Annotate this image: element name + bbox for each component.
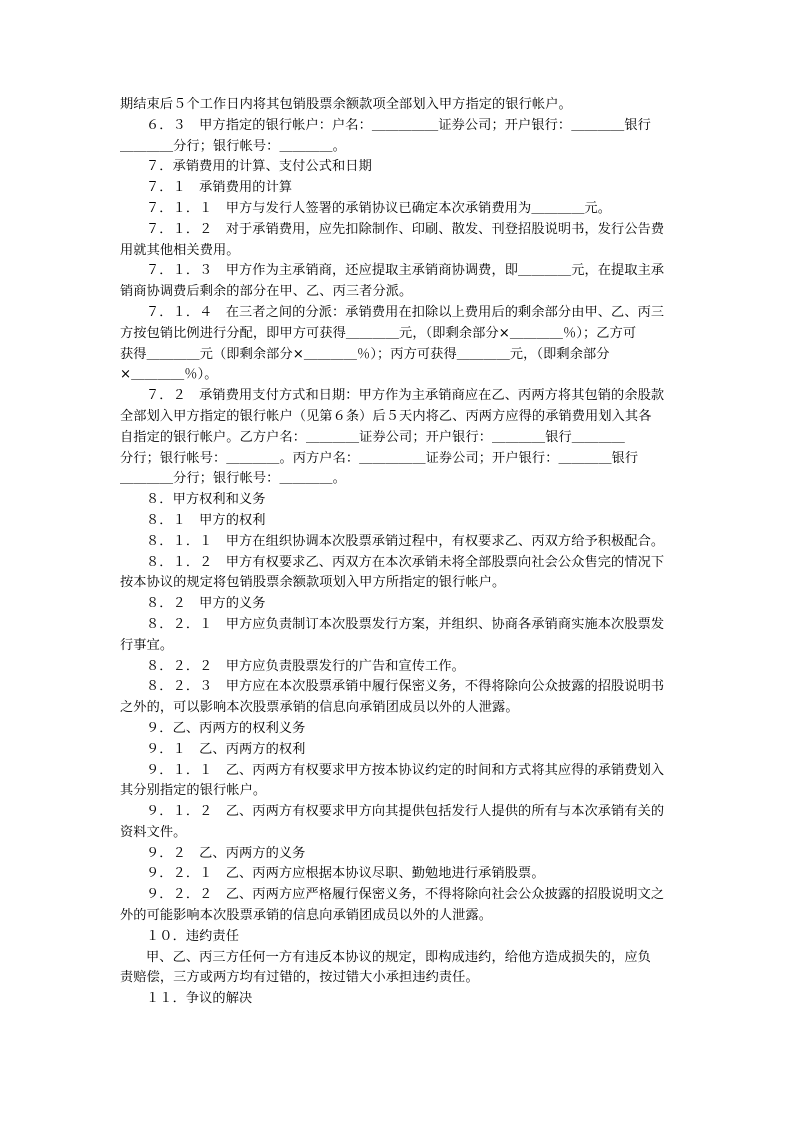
- text-line: ９．２．２ 乙、丙两方应严格履行保密义务，不得将除向社会公众披露的招股说明文之: [146, 887, 665, 903]
- text-line: １１．争议的解决: [146, 991, 253, 1007]
- text-line: ９．１ 乙、丙两方的权利: [146, 741, 306, 757]
- text-line: 全部划入甲方指定的银行帐户（见第６条）后５天内将乙、丙两方应得的承销费用划入其各: [120, 408, 652, 424]
- text-line: ９．２．１ 乙、丙两方应根据本协议尽职、勤勉地进行承销股票。: [146, 866, 545, 882]
- text-line: ×＿＿＿＿％）。: [120, 367, 218, 383]
- text-line: ９．乙、丙两方的权利义务: [146, 720, 306, 736]
- text-line: ８．２．２ 甲方应负责股票发行的广告和宣传工作。: [146, 658, 465, 674]
- text-line: ８．２．３ 甲方应在本次股票承销中履行保密义务，不得将除向公众披露的招股说明书: [146, 679, 665, 695]
- text-line: ＿＿＿＿分行；银行帐号：＿＿＿＿。: [120, 471, 346, 487]
- text-line: ９．１．２ 乙、丙两方有权要求甲方向其提供包括发行人提供的所有与本次承销有关的: [146, 804, 665, 820]
- text-line: ７．１．１ 甲方与发行人签署的承销协议已确定本次承销费用为＿＿＿＿元。: [146, 200, 612, 216]
- text-line: ８．１．２ 甲方有权要求乙、丙双方在本次承销未将全部股票向社会公众售完的情况下: [146, 554, 665, 570]
- text-line: ８．１．１ 甲方在组织协调本次股票承销过程中，有权要求乙、丙双方给予积极配合。: [146, 533, 665, 549]
- text-line: ７．２ 承销费用支付方式和日期：甲方作为主承销商应在乙、丙两方将其包销的余股款: [146, 388, 665, 404]
- text-line: ８．２．１ 甲方应负责制订本次股票发行方案，并组织、协商各承销商实施本次股票发: [146, 616, 665, 632]
- text-line: 分行；银行帐号：＿＿＿＿。丙方户名：＿＿＿＿＿证券公司；开户银行：＿＿＿＿银行: [120, 450, 639, 466]
- text-line: ＿＿＿＿分行；银行帐号：＿＿＿＿。: [120, 138, 346, 154]
- text-line: ９．２ 乙、丙两方的义务: [146, 845, 306, 861]
- text-line: ８．１ 甲方的权利: [146, 512, 266, 528]
- text-line: 之外的，可以影响本次股票承销的信息向承销团成员以外的人泄露。: [120, 700, 519, 716]
- text-line: 外的可能影响本次股票承销的信息向承销团成员以外的人泄露。: [120, 908, 493, 924]
- text-line: 方按包销比例进行分配，即甲方可获得＿＿＿＿元，（即剩余部分×＿＿＿＿％）；乙方可: [120, 325, 637, 341]
- text-line: 甲、乙、丙三方任何一方有违反本协议的规定，即构成违约，给他方造成损失的，应负: [146, 949, 651, 965]
- text-line: ７．１．２ 对于承销费用，应先扣除制作、印刷、散发、刊登招股说明书，发行公告费: [146, 221, 665, 237]
- text-line: 自指定的银行帐户。乙方户名：＿＿＿＿证券公司；开户银行：＿＿＿＿银行＿＿＿＿: [120, 429, 625, 445]
- text-line: 销商协调费后剩余的部分在甲、乙、丙三者分派。: [120, 284, 413, 300]
- text-line: ９．１．１ 乙、丙两方有权要求甲方按本协议约定的时间和方式将其应得的承销费划入: [146, 762, 665, 778]
- text-line: 获得＿＿＿＿元（即剩余部分×＿＿＿＿％）；丙方可获得＿＿＿＿元，（即剩余部分: [120, 346, 610, 362]
- text-line: ８．甲方权利和义务: [146, 492, 266, 508]
- text-line: 按本协议的规定将包销股票余额款项划入甲方所指定的银行帐户。: [120, 575, 506, 591]
- text-line: 责赔偿，三方或两方均有过错的，按过错大小承担违约责任。: [120, 970, 479, 986]
- document-body: [120, 95, 676, 1010]
- text-line: ８．２ 甲方的义务: [146, 596, 266, 612]
- text-line: ７．承销费用的计算、支付公式和日期: [146, 159, 372, 175]
- text-line: 期结束后５个工作日内将其包销股票余额款项全部划入甲方指定的银行帐户。: [120, 97, 572, 112]
- text-line: ７．１．４ 在三者之间的分派：承销费用在扣除以上费用后的剩余部分由甲、乙、丙三: [146, 304, 665, 320]
- text-line: ７．１．３ 甲方作为主承销商，还应提取主承销商协调费，即＿＿＿＿元，在提取主承: [146, 263, 665, 279]
- text-line: 用就其他相关费用。: [120, 242, 240, 258]
- text-line: 资料文件。: [120, 824, 187, 840]
- text-line: ６．３ 甲方指定的银行帐户：户名：＿＿＿＿＿证券公司；开户银行：＿＿＿＿银行: [146, 117, 651, 133]
- text-line: １０．违约责任: [146, 928, 240, 944]
- text-line: 行事宜。: [120, 637, 174, 653]
- text-line: 其分别指定的银行帐户。: [120, 783, 267, 799]
- text-line: ７．１ 承销费用的计算: [146, 180, 293, 196]
